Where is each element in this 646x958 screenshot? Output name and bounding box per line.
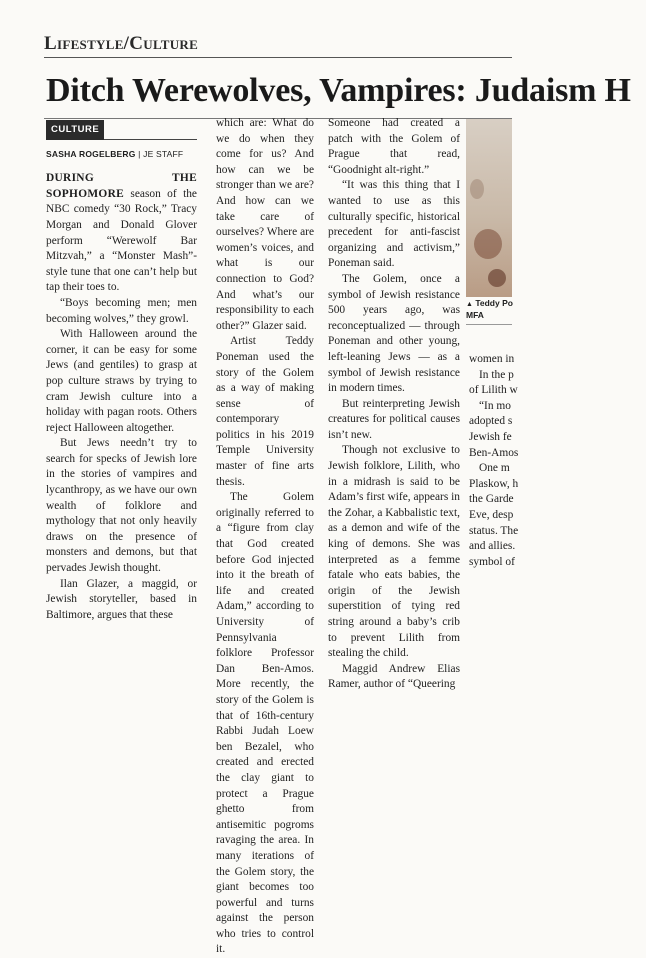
paragraph: “Boys becoming men; men becoming wolves,” they growl. (46, 296, 197, 325)
photo-detail (470, 179, 484, 199)
section-header: Lifestyle/Culture (44, 33, 199, 54)
paragraph: The Golem, once a symbol of Jewish resistance 500 years ago, was reconceptualized — through Poneman and other young, left-leaning Jews — as a symbol of Jewish resistance in modern times. (328, 272, 460, 395)
paragraph: With Halloween around the corner, it can be easy for some Jews (and gentiles) to grasp at pop culture straws by trying to cram Jewish culture into a holiday with pagan roots. Others reject Halloween altogether. (46, 328, 197, 434)
culture-kicker: CULTURE (46, 120, 104, 140)
line: symbol of (469, 555, 515, 568)
line: Ben-Amos (469, 446, 519, 459)
line: of Lilith w (469, 384, 518, 397)
lead-in: DURING THE SOPHOMORE (46, 172, 197, 200)
caption-line: Teddy Po (475, 298, 513, 308)
paragraph-text: season of the NBC comedy “30 Rock,” Tracy Morgan and Donald Glover perform “Werewolf Bar Mitzvah,” a “Monster Mash”-style tune that one can’t help but tap their toes to. (46, 187, 197, 294)
photo-detail (474, 229, 502, 259)
section-rule (44, 57, 512, 58)
line: Jewish fe (469, 430, 512, 443)
line: “In mo (479, 399, 511, 412)
artwork-photo (466, 119, 512, 297)
line: status. The (469, 524, 519, 537)
article-column-3 (328, 116, 460, 693)
article-column-4 (469, 352, 529, 570)
line: the Garde (469, 493, 514, 506)
paragraph: The Golem originally referred to a “figure from clay that God created before God injected into it the breath of life and created Adam,” according to University of Pennsylvania folklore Professor Dan Ben-Amos. More recently, the story of the Golem is that of 16th-century Rabbi Judah Loew ben Bezalel, who created and erected the clay giant to protect a Prague ghetto from antisemitic pogroms ravaging the area. In many iterations of the Golem story, the giant becomes too powerful and turns against the person who tries to control it. (216, 491, 314, 956)
paragraph: which are: What do we do when they come for us? And how can we be stronger than we are? And how can we take care of ourselves? Where are women’s voices, and what is our connection to God? And what’s our responsibility to each other?” Glazer said. (216, 117, 314, 332)
caption-line: MFA (466, 310, 484, 320)
paragraph (46, 171, 197, 296)
line: adopted s (469, 415, 513, 428)
paragraph: But reinterpreting Jewish creatures for political causes isn’t new. (328, 397, 460, 441)
paragraph: Artist Teddy Poneman used the story of the Golem as a way of making sense of contemporary politics in his 2019 Temple University master of fine arts thesis. (216, 335, 314, 488)
line: One m (479, 462, 510, 475)
paragraph: Maggid Andrew Elias Ramer, author of “Queering (328, 662, 460, 691)
byline (46, 147, 197, 163)
photo-caption (466, 298, 526, 320)
byline-author: SASHA ROGELBERG (46, 148, 136, 159)
paragraph: Ilan Glazer, a maggid, or Jewish storyteller, based in Baltimore, argues that these (46, 577, 197, 621)
line: women in (469, 353, 515, 365)
caption-rule (466, 324, 512, 325)
article-column-1 (46, 116, 197, 623)
paragraph: Though not exclusive to Jewish folklore, Lilith, who in a midrash is said to be Adam’s first wife, appears in the Zohar, a Kabbalistic text, as a demon and wife of the king of demons. She was interpreted as a femme fatale who eats babies, the origin of the Jewish superstition of tying red string around a baby’s crib to prevent Lilith from stealing the child. (328, 444, 460, 660)
paragraph: But Jews needn’t try to search for specks of Jewish lore in the stories of vampires and lycanthropy, as we have our own wealth of folklore and mythology that not only heavily draws on the presence of monsters and demons, but that pervades Jewish thought. (46, 437, 197, 575)
line: and allies. (469, 540, 516, 553)
line: Plaskow, h (469, 477, 519, 490)
paragraph: “It was this thing that I wanted to use as this culturally specific, historical precedent for anti-fascist organizing and activism,” Poneman said. (328, 179, 460, 270)
photo-detail (488, 269, 506, 287)
line: In the p (479, 368, 514, 381)
caption-triangle-icon: ▲ (466, 301, 473, 308)
line: Eve, desp (469, 508, 514, 521)
byline-outlet: | JE STAFF (135, 148, 184, 159)
paragraph: Someone had created a patch with the Golem of Prague that read, “Goodnight alt-right.” (328, 117, 460, 176)
article-column-2 (216, 116, 314, 958)
headline: Ditch Werewolves, Vampires: Judaism H (46, 72, 631, 109)
